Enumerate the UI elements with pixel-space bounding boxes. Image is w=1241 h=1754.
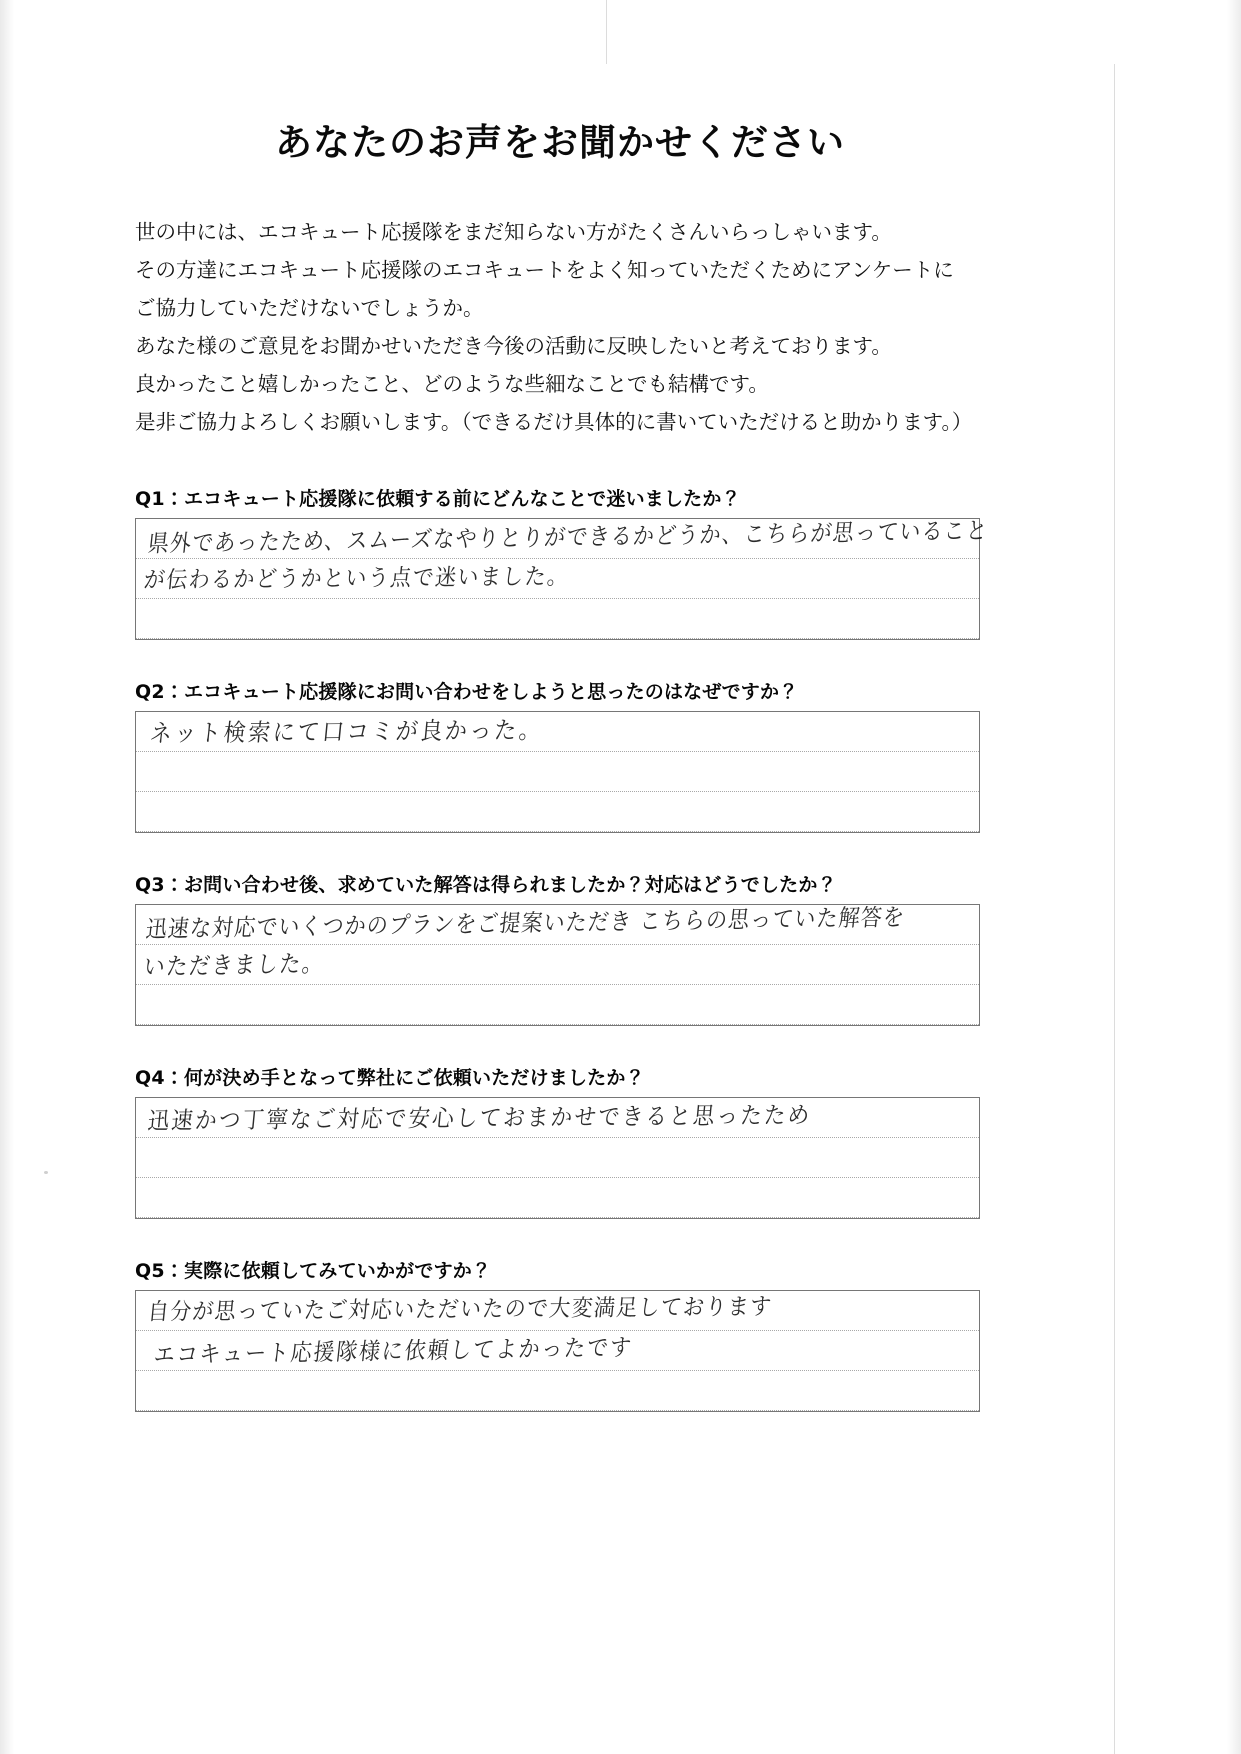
handwritten-answer-line: 迅速かつ丁寧なご対応で安心しておまかせできると思ったため xyxy=(146,1102,813,1136)
answer-box-q3[interactable] xyxy=(135,904,980,1026)
handwritten-answer-line: 県外であったため、スムーズなやりとりができるかどうか、こちらが思っていること xyxy=(146,517,990,558)
handwritten-answer-line: 迅速な対応でいくつかのプランをご提案いただき こちらの思っていた解答を xyxy=(144,903,907,943)
question-label-q1: Q1：エコキュート応援隊に依頼する前にどんなことで迷いましたか？ xyxy=(135,488,741,510)
answer-rule xyxy=(136,945,979,985)
answer-box-q2[interactable] xyxy=(135,711,980,833)
question-block-q1 xyxy=(135,484,990,640)
answer-box-q5[interactable] xyxy=(135,1290,980,1412)
page-title: あなたのお声をお聞かせください xyxy=(275,121,845,164)
intro-line: 世の中には、エコキュート応援隊をまだ知らない方がたくさんいらっしゃいます。 xyxy=(135,220,892,244)
answer-box-q4[interactable] xyxy=(135,1097,980,1219)
intro-line: その方達にエコキュート応援隊のエコキュートをよく知っていただくためにアンケートに xyxy=(135,258,954,282)
question-block-q3 xyxy=(135,870,985,1026)
scan-seam xyxy=(1114,64,1115,1754)
answer-rule xyxy=(136,905,979,945)
answer-rule xyxy=(136,752,979,792)
handwritten-answer-line: ネット検索にて口コミが良かった。 xyxy=(148,717,545,749)
answer-rule xyxy=(136,985,979,1025)
question-block-q4 xyxy=(135,1063,985,1219)
question-label-q3: Q3：お問い合わせ後、求めていた解答は得られましたか？対応はどうでしたか？ xyxy=(135,874,837,896)
intro-paragraph xyxy=(135,213,985,441)
handwritten-answer-line: エコキュート応援隊様に依頼してよかったです xyxy=(152,1333,635,1369)
answer-rule xyxy=(136,712,979,752)
answer-rule xyxy=(136,1138,979,1178)
intro-line: あなた様のご意見をお聞かせいただき今後の活動に反映したいと考えております。 xyxy=(135,334,892,358)
answer-rule xyxy=(136,1098,979,1138)
answer-rule xyxy=(136,559,979,599)
handwritten-answer-line: 自分が思っていたご対応いただいたので大変満足しております xyxy=(146,1293,774,1326)
scan-edge-left xyxy=(0,0,14,1754)
question-label-q2: Q2：エコキュート応援隊にお問い合わせをしようと思ったのはなぜですか？ xyxy=(135,681,799,703)
handwritten-answer-line: いただきました。 xyxy=(142,949,327,981)
answer-rule xyxy=(136,1331,979,1371)
answer-box-q1[interactable] xyxy=(135,517,990,640)
question-label-q5: Q5：実際に依頼してみていかがですか？ xyxy=(135,1260,492,1282)
question-block-q2 xyxy=(135,677,985,833)
question-block-q5 xyxy=(135,1256,985,1412)
intro-line: ご協力していただけないでしょうか。 xyxy=(135,296,484,320)
handwritten-answer-line: が伝わるかどうかという点で迷いました。 xyxy=(142,563,571,594)
survey-content xyxy=(135,0,990,1412)
intro-line: 是非ご協力よろしくお願いします。（できるだけ具体的に書いていただけると助かります。） xyxy=(135,410,973,434)
answer-rule xyxy=(136,1178,979,1218)
intro-line: 良かったこと嬉しかったこと、どのような些細なことでも結構です。 xyxy=(135,372,769,396)
answer-rule xyxy=(136,1291,979,1331)
answer-rule xyxy=(136,1371,979,1411)
answer-rule xyxy=(136,519,979,559)
answer-rule xyxy=(136,599,979,639)
scan-edge-right xyxy=(1227,0,1241,1754)
question-label-q4: Q4：何が決め手となって弊社にご依頼いただけましたか？ xyxy=(135,1067,645,1089)
answer-rule xyxy=(136,792,979,832)
scan-speck xyxy=(44,1171,48,1174)
